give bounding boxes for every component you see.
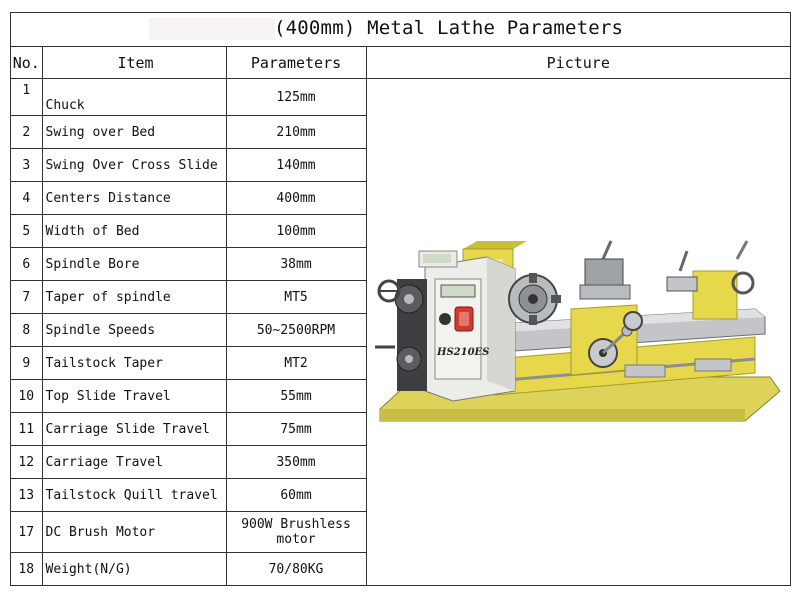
row-number: 6 — [11, 248, 42, 281]
header-picture: Picture — [366, 47, 790, 79]
header-row — [11, 47, 790, 79]
row-value: 100mm — [226, 215, 366, 248]
row-item: Top Slide Travel — [42, 380, 226, 413]
row-value: 350mm — [226, 446, 366, 479]
row-value: 70/80KG — [226, 553, 366, 586]
row-item: Chuck — [42, 79, 226, 116]
row-number: 4 — [11, 182, 42, 215]
row-value: 50~2500RPM — [226, 314, 366, 347]
row-value: MT2 — [226, 347, 366, 380]
parameter-sheet — [10, 12, 791, 586]
tailstock — [693, 271, 737, 319]
header-parameters: Parameters — [226, 47, 366, 79]
row-number: 10 — [11, 380, 42, 413]
header-no: No. — [11, 47, 42, 79]
row-value-line2: motor — [276, 532, 316, 547]
row-item: Centers Distance — [42, 182, 226, 215]
title-row — [11, 13, 790, 47]
row-item: Carriage Travel — [42, 446, 226, 479]
row-number: 17 — [11, 512, 42, 553]
row-item: Weight(N/G) — [42, 553, 226, 586]
table-row — [11, 79, 790, 116]
row-number: 7 — [11, 281, 42, 314]
row-value: 210mm — [226, 116, 366, 149]
picture-cell — [366, 79, 790, 586]
row-value: 38mm — [226, 248, 366, 281]
row-number: 18 — [11, 553, 42, 586]
row-value: 55mm — [226, 380, 366, 413]
row-number: 5 — [11, 215, 42, 248]
row-item: DC Brush Motor — [42, 512, 226, 553]
row-value: 140mm — [226, 149, 366, 182]
redacted-title-prefix — [149, 18, 275, 40]
row-number: 11 — [11, 413, 42, 446]
row-value: 75mm — [226, 413, 366, 446]
row-value: 400mm — [226, 182, 366, 215]
row-number: 13 — [11, 479, 42, 512]
model-label: HS210ES — [436, 347, 489, 358]
row-item: Tailstock Quill travel — [42, 479, 226, 512]
row-item: Tailstock Taper — [42, 347, 226, 380]
tool-post — [585, 259, 623, 285]
row-item: Carriage Slide Travel — [42, 413, 226, 446]
header-item: Item — [42, 47, 226, 79]
metal-lathe-image — [375, 159, 785, 439]
gear-cover — [463, 241, 527, 249]
row-value: 125mm — [226, 79, 366, 116]
row-item: Swing over Bed — [42, 116, 226, 149]
row-item: Width of Bed — [42, 215, 226, 248]
row-number: 12 — [11, 446, 42, 479]
row-number: 1 — [11, 79, 42, 116]
row-number: 8 — [11, 314, 42, 347]
row-number: 2 — [11, 116, 42, 149]
row-item: Taper of spindle — [42, 281, 226, 314]
row-number: 9 — [11, 347, 42, 380]
row-item: Swing Over Cross Slide — [42, 149, 226, 182]
page-title: (400mm) Metal Lathe Parameters — [274, 17, 624, 39]
row-item: Spindle Speeds — [42, 314, 226, 347]
speed-knob — [439, 313, 451, 325]
row-number: 3 — [11, 149, 42, 182]
row-item: Spindle Bore — [42, 248, 226, 281]
row-value-line1: 900W Brushless — [241, 517, 351, 532]
row-value: 60mm — [226, 479, 366, 512]
row-value — [226, 512, 366, 553]
speed-display — [441, 285, 475, 297]
parameter-table — [11, 47, 790, 586]
row-value: MT5 — [226, 281, 366, 314]
